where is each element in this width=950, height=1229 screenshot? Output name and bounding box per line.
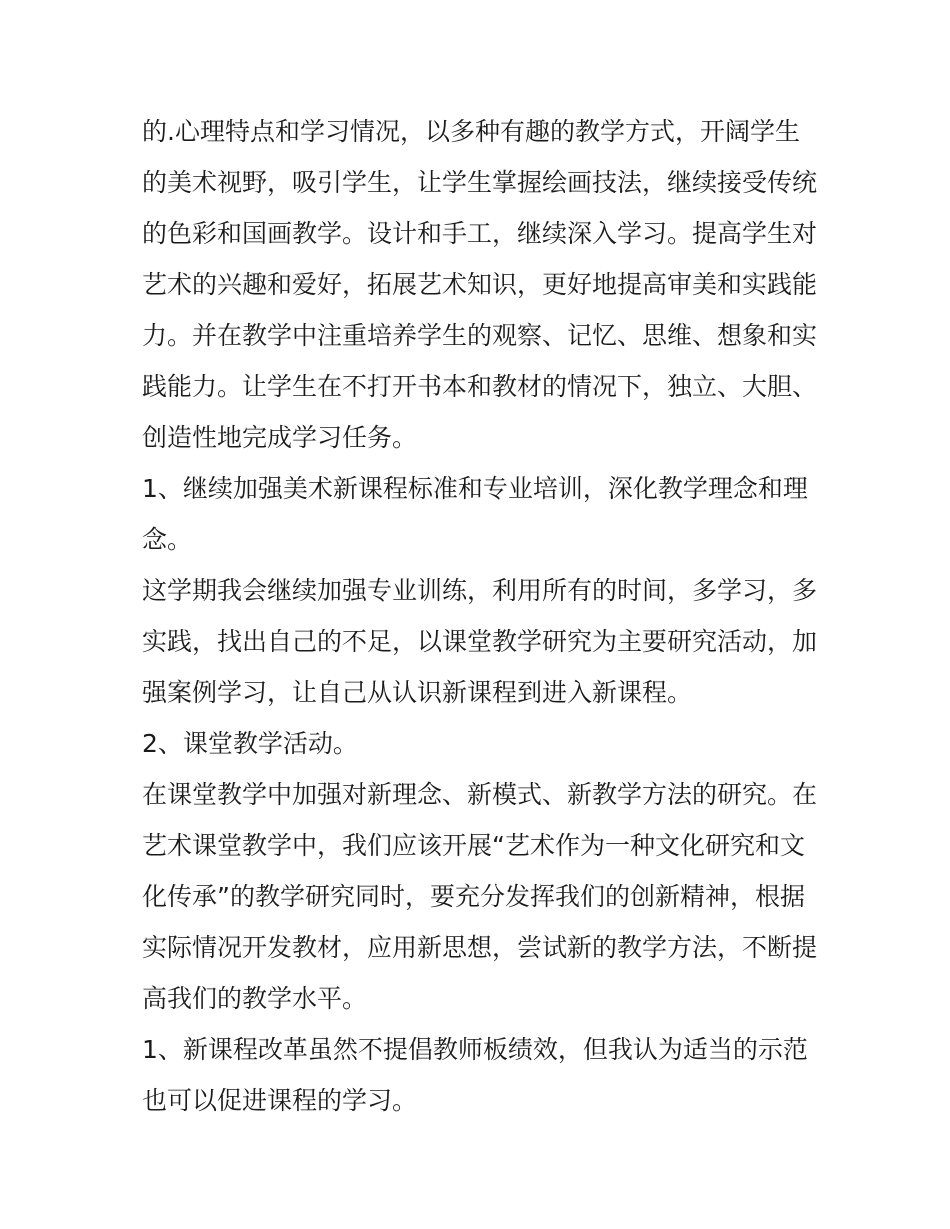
paragraph-item-2-heading: 2、课堂教学活动。 — [142, 729, 358, 758]
paragraph-intro: 的.心理特点和学习情况，以多种有趣的教学方式，开阔学生的美术视野，吸引学生，让学生掌握绘画技法，继续接受传统的色彩和国画教学。设计和手工，继续深入学习。提高学生对艺术的兴趣和爱好，拓展艺术知识，更好地提高审美和实践能力。并在教学中注重培养学生的观察、记忆、思维、想象和实践能力。让学生在不打开书本和教材的情况下，独立、大胆、创造性地完成学习任务。 — [142, 117, 818, 452]
paragraph-professional-training: 这学期我会继续加强专业训练，利用所有的时间，多学习，多实践，找出自己的不足，以课堂教学研究为主要研究活动，加强案例学习，让自己从认识新课程到进入新课程。 — [142, 576, 818, 707]
document-body — [142, 106, 822, 1126]
paragraph-item-1-demonstration: 1、新课程改革虽然不提倡教师板绩效，但我认为适当的示范也可以促进课程的学习。 — [142, 1035, 808, 1115]
paragraph-item-1-heading: 1、继续加强美术新课程标准和专业培训，深化教学理念和理念。 — [142, 474, 808, 554]
paragraph-classroom-teaching: 在课堂教学中加强对新理念、新模式、新教学方法的研究。在艺术课堂教学中，我们应该开展“艺术作为一种文化研究和文化传承”的教学研究同时，要充分发挥我们的创新精神，根据实际情况开发教材，应用新思想，尝试新的教学方法，不断提高我们的教学水平。 — [142, 780, 818, 1013]
